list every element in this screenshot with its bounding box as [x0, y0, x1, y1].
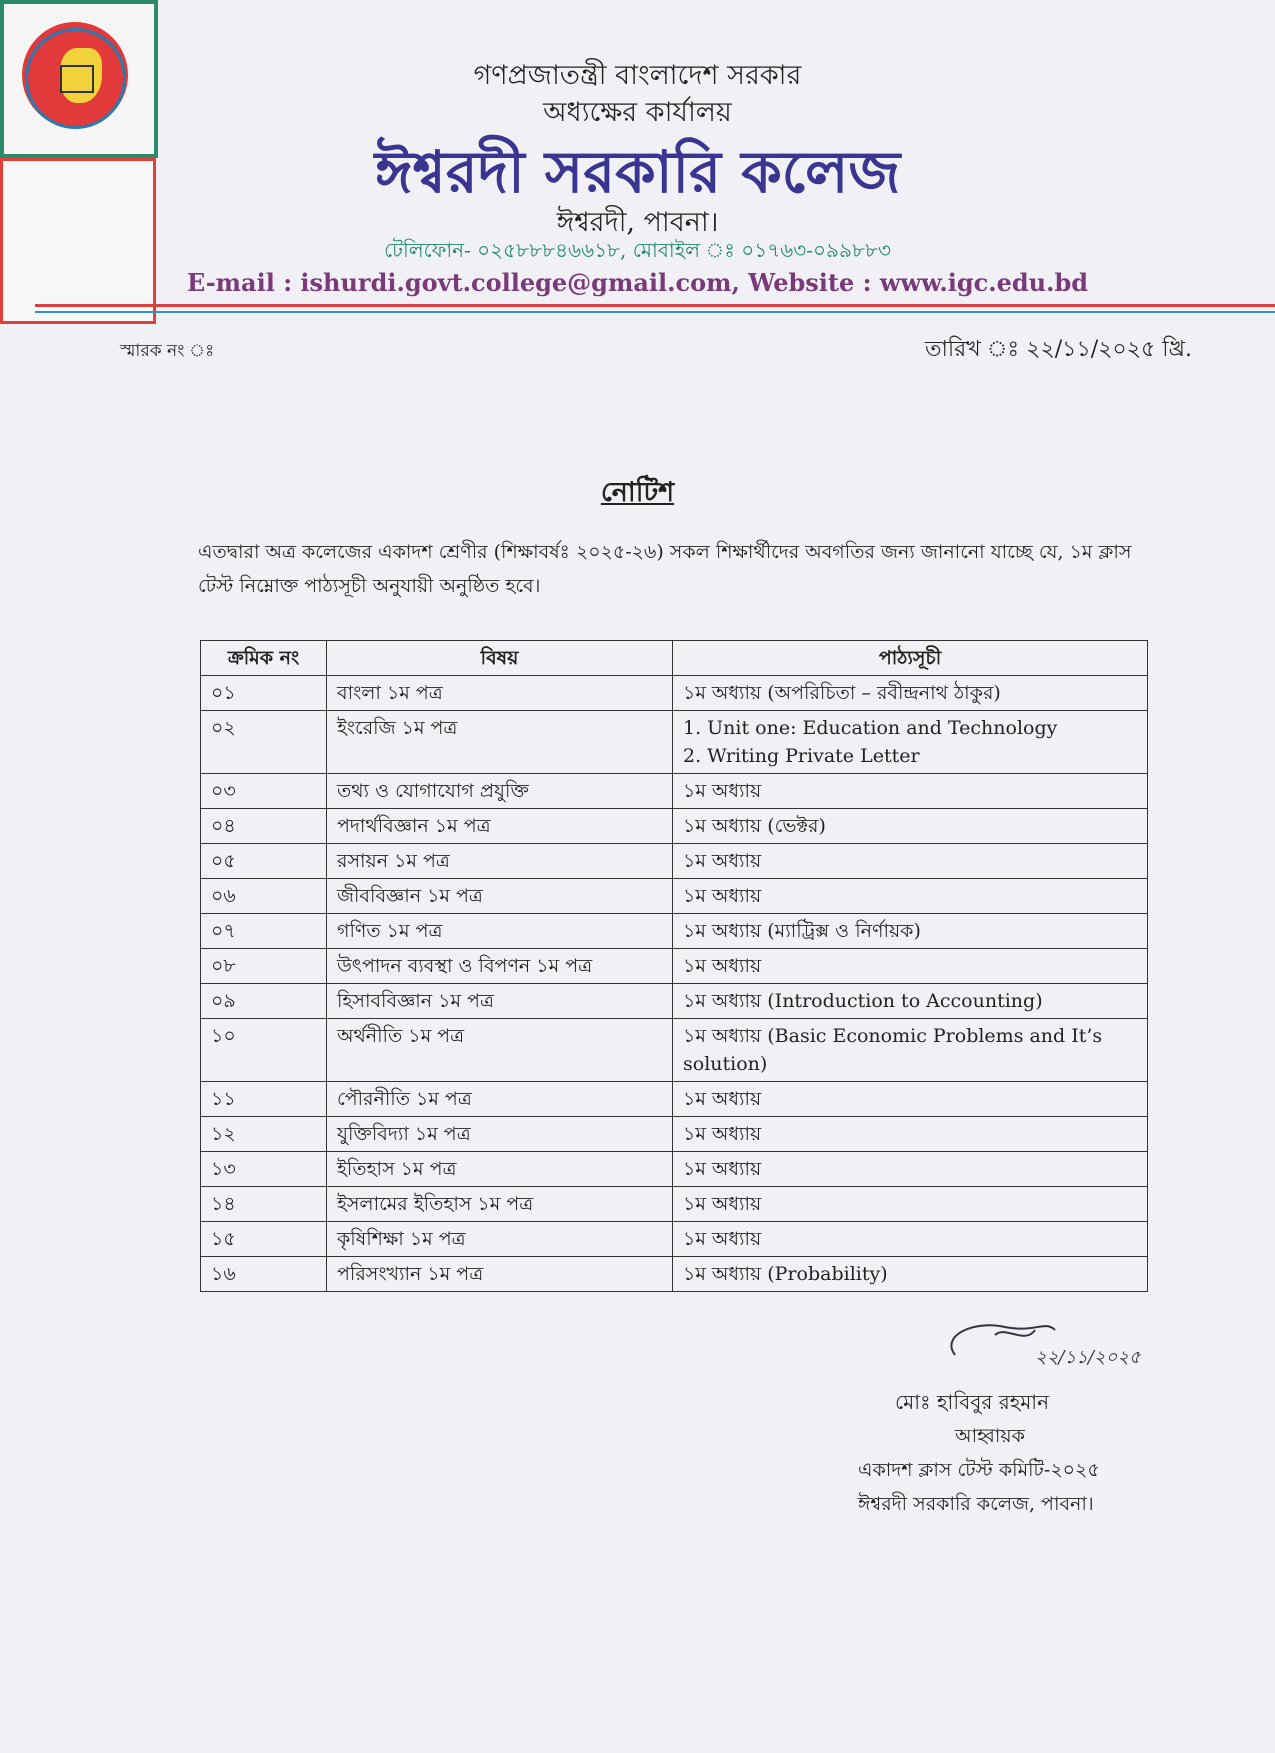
contact-line: E-mail : ishurdi.govt.college@gmail.com, Website : www.igc.edu.bd — [186, 268, 1089, 297]
cell-subject: ইতিহাস ১ম পত্র — [327, 1152, 673, 1187]
header-divider-red — [35, 304, 1275, 307]
cell-serial: ১৬ — [201, 1257, 327, 1292]
cell-subject: অর্থনীতি ১ম পত্র — [327, 1019, 673, 1082]
cell-syllabus: ১ম অধ্যায় — [673, 844, 1148, 879]
cell-subject: পদার্থবিজ্ঞান ১ম পত্র — [327, 809, 673, 844]
cell-serial: ১৫ — [201, 1222, 327, 1257]
column-header-serial: ক্রমিক নং — [201, 641, 327, 676]
cell-subject: ইংরেজি ১ম পত্র — [327, 711, 673, 774]
cell-syllabus: ১ম অধ্যায় (ভেক্টর) — [673, 809, 1148, 844]
cell-serial: ১২ — [201, 1117, 327, 1152]
table-row — [201, 1187, 1148, 1222]
cell-serial: ১৪ — [201, 1187, 327, 1222]
cell-subject: রসায়ন ১ম পত্র — [327, 844, 673, 879]
notice-body: এতদ্বারা অত্র কলেজের একাদশ শ্রেণীর (শিক্ষাবর্ষঃ ২০২৫-২৬) সকল শিক্ষার্থীদের অবগতির জন্য জানানো যাচ্ছে যে, ১ম ক্লাস টেস্ট নিম্নোক্ত পাঠ্যসূচী অনুযায়ী অনুষ্ঠিত হবে। — [198, 541, 1132, 597]
cell-subject: জীববিজ্ঞান ১ম পত্র — [327, 879, 673, 914]
cell-subject: পৌরনীতি ১ম পত্র — [327, 1082, 673, 1117]
date: তারিখ ঃ ২২/১১/২০২৫ খ্রি. — [925, 337, 1192, 362]
signatory-role: আহ্বায়ক — [955, 1425, 1025, 1447]
college-location: ঈশ্বরদী, পাবনা। — [556, 207, 719, 238]
notice-title: নোটিশ — [600, 477, 675, 508]
table-row — [201, 774, 1148, 809]
college-name: ঈশ্বরদী সরকারি কলেজ — [374, 138, 901, 206]
cell-syllabus: 1. Unit one: Education and Technology 2. Writing Private Letter — [673, 711, 1148, 774]
syllabus-table — [200, 640, 1148, 1292]
cell-serial: ০৩ — [201, 774, 327, 809]
table-row — [201, 1082, 1148, 1117]
cell-syllabus: ১ম অধ্যায় — [673, 879, 1148, 914]
cell-serial: ০৭ — [201, 914, 327, 949]
cell-syllabus: ১ম অধ্যায় — [673, 774, 1148, 809]
table-row — [201, 984, 1148, 1019]
cell-syllabus: ১ম অধ্যায় (ম্যাট্রিক্স ও নির্ণায়ক) — [673, 914, 1148, 949]
cell-serial: ০৯ — [201, 984, 327, 1019]
cell-subject: গণিত ১ম পত্র — [327, 914, 673, 949]
office-name: অধ্যক্ষের কার্যালয় — [543, 97, 732, 128]
table-row — [201, 809, 1148, 844]
cell-syllabus: ১ম অধ্যায় — [673, 1082, 1148, 1117]
cell-serial: ০২ — [201, 711, 327, 774]
table-row — [201, 949, 1148, 984]
cell-syllabus: ১ম অধ্যায় (অপরিচিতা – রবীন্দ্রনাথ ঠাকুর) — [673, 676, 1148, 711]
cell-subject: কৃষিশিক্ষা ১ম পত্র — [327, 1222, 673, 1257]
cell-syllabus: ১ম অধ্যায় — [673, 1222, 1148, 1257]
handwritten-signature — [935, 1315, 1141, 1375]
cell-syllabus: ১ম অধ্যায় — [673, 949, 1148, 984]
cell-syllabus: ১ম অধ্যায় — [673, 1152, 1148, 1187]
cell-subject: তথ্য ও যোগাযোগ প্রযুক্তি — [327, 774, 673, 809]
cell-syllabus: ১ম অধ্যায় — [673, 1117, 1148, 1152]
signatory-name: মোঃ হাবিবুর রহমান — [895, 1390, 1050, 1414]
cell-serial: ০৪ — [201, 809, 327, 844]
cell-serial: ১১ — [201, 1082, 327, 1117]
cell-syllabus: ১ম অধ্যায় (Probability) — [673, 1257, 1148, 1292]
cell-serial: ১০ — [201, 1019, 327, 1082]
table-row — [201, 1117, 1148, 1152]
phone-line: টেলিফোন- ০২৫৮৮৮৪৬৬১৮, মোবাইল ঃ ০১৭৬৩-০৯৯৮৮৩ — [384, 238, 891, 262]
cell-subject: যুক্তিবিদ্যা ১ম পত্র — [327, 1117, 673, 1152]
govt-name: গণপ্রজাতন্ত্রী বাংলাদেশ সরকার — [473, 60, 802, 91]
cell-serial: ০৮ — [201, 949, 327, 984]
table-row — [201, 1152, 1148, 1187]
institution-name: ঈশ্বরদী সরকারি কলেজ, পাবনা। — [858, 1493, 1094, 1515]
table-row — [201, 844, 1148, 879]
cell-syllabus: ১ম অধ্যায় (Introduction to Accounting) — [673, 984, 1148, 1019]
column-header-subject: বিষয় — [327, 641, 673, 676]
cell-subject: ইসলামের ইতিহাস ১ম পত্র — [327, 1187, 673, 1222]
cell-syllabus: ১ম অধ্যায় (Basic Economic Problems and It’s solution) — [673, 1019, 1148, 1082]
signature-date: ২২/১১/২০২৫ — [1035, 1347, 1141, 1368]
cell-serial: ১৩ — [201, 1152, 327, 1187]
table-row — [201, 1019, 1148, 1082]
committee-name: একাদশ ক্লাস টেস্ট কমিটি-২০২৫ — [858, 1459, 1100, 1481]
header-divider-blue — [35, 311, 1275, 313]
cell-syllabus: ১ম অধ্যায় — [673, 1187, 1148, 1222]
cell-serial: ০৫ — [201, 844, 327, 879]
cell-subject: পরিসংখ্যান ১ম পত্র — [327, 1257, 673, 1292]
table-row — [201, 914, 1148, 949]
cell-serial: ০৬ — [201, 879, 327, 914]
cell-subject: হিসাববিজ্ঞান ১ম পত্র — [327, 984, 673, 1019]
cell-subject: উৎপাদন ব্যবস্থা ও বিপণন ১ম পত্র — [327, 949, 673, 984]
table-row — [201, 676, 1148, 711]
cell-serial: ০১ — [201, 676, 327, 711]
table-row — [201, 879, 1148, 914]
memo-number: স্মারক নং ঃ — [120, 341, 215, 361]
cell-subject: বাংলা ১ম পত্র — [327, 676, 673, 711]
table-row — [201, 1257, 1148, 1292]
table-row — [201, 711, 1148, 774]
column-header-syllabus: পাঠ্যসূচী — [673, 641, 1148, 676]
table-row — [201, 1222, 1148, 1257]
